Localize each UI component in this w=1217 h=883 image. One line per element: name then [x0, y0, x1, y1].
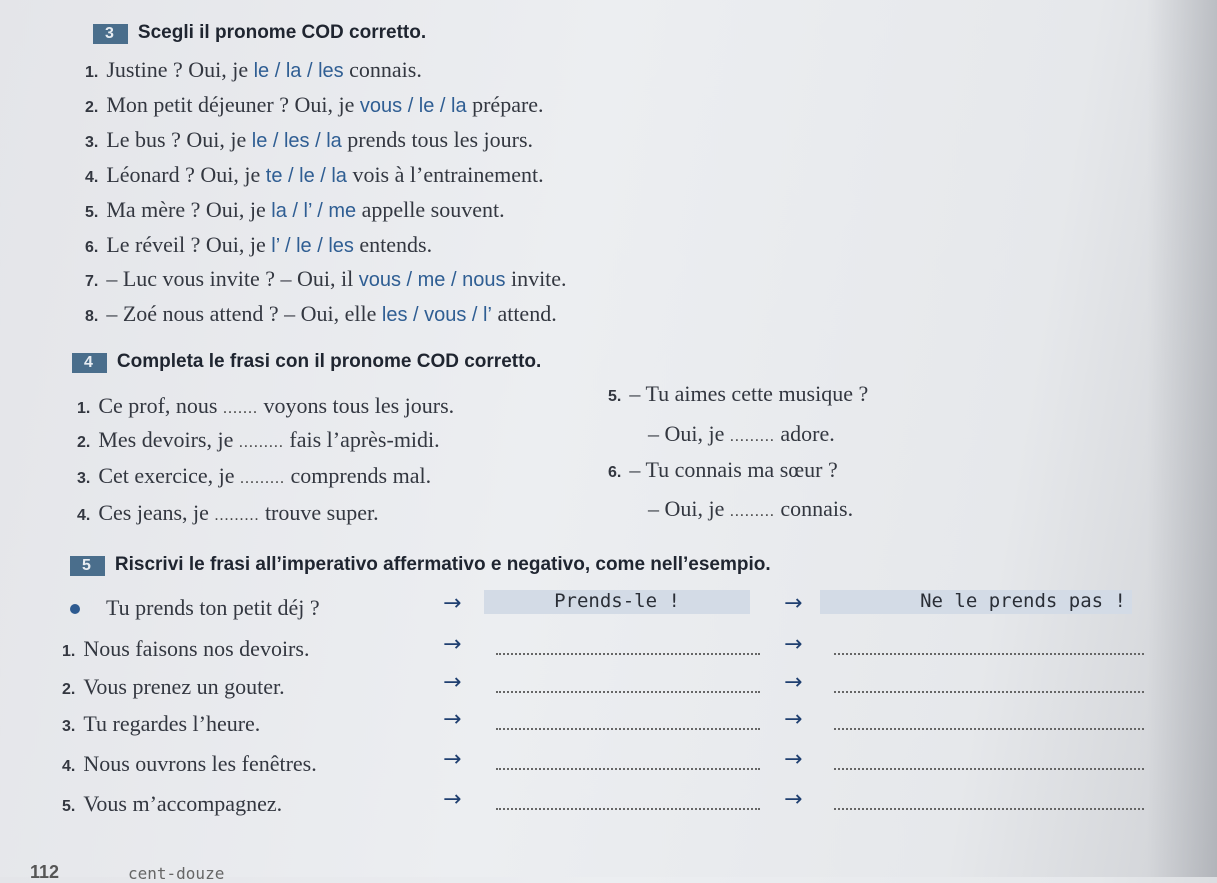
- exercise-3-instruction: Scegli il pronome COD corretto.: [137, 22, 427, 43]
- item-text-before: Léonard ? Oui, je: [106, 162, 266, 187]
- exercise-4-header: [72, 351, 541, 373]
- pronoun-options: l’ / le / les: [271, 235, 354, 257]
- exercise-4-item: [648, 421, 835, 447]
- item-number: 2.: [77, 434, 91, 451]
- pronoun-options: les / vous / l’: [381, 304, 492, 326]
- item-text-after: invite.: [505, 266, 567, 291]
- item-text-after: attend.: [491, 301, 557, 326]
- exercise-3-item: [85, 301, 557, 327]
- arrow-icon: →: [443, 591, 462, 616]
- item-number: 2.: [85, 99, 99, 116]
- item-text-before: Le bus ? Oui, je: [106, 127, 252, 152]
- exercise-3-item: [85, 127, 533, 153]
- pronoun-options: vous / le / la: [359, 95, 467, 117]
- negative-answer-line: [834, 768, 1144, 770]
- item-text-after: connais.: [343, 57, 422, 82]
- item-text-before: Le réveil ? Oui, je: [106, 232, 272, 257]
- item-sentence: Nous ouvrons les fenêtres.: [83, 751, 317, 776]
- item-text-after: fais l’après-midi.: [283, 427, 440, 452]
- item-text-before: Justine ? Oui, je: [106, 57, 254, 82]
- exercise-3-item: [85, 232, 432, 258]
- arrow-icon: →: [784, 747, 803, 772]
- exercise-4-badge: 4: [72, 353, 107, 373]
- item-text-after: entends.: [353, 232, 433, 257]
- pronoun-options: vous / me / nous: [358, 269, 506, 291]
- item-number: 1.: [62, 643, 76, 660]
- item-text-before: Mon petit déjeuner ? Oui, je: [106, 92, 360, 117]
- exercise-5-item: [62, 711, 260, 737]
- item-text-after: comprends mal.: [285, 463, 432, 488]
- item-number: 5.: [62, 798, 76, 815]
- dialogue-question: – Tu aimes cette musique ?: [629, 381, 869, 406]
- item-number: 4.: [77, 507, 91, 524]
- arrow-icon: →: [443, 707, 462, 732]
- arrow-icon: →: [443, 747, 462, 772]
- exercise-5-item: [62, 791, 282, 817]
- item-text-after: trouve super.: [259, 500, 379, 525]
- answer-blank: .........: [214, 507, 260, 524]
- item-text-after: prends tous les jours.: [341, 127, 534, 152]
- item-number: 6.: [608, 464, 622, 481]
- exercise-3-item: [85, 92, 544, 118]
- arrow-icon: →: [784, 707, 803, 732]
- example-bullet: [70, 604, 80, 614]
- arrow-icon: →: [784, 670, 803, 695]
- item-sentence: Tu regardes l’heure.: [83, 711, 261, 736]
- exercise-3-item: [85, 162, 544, 188]
- answer-blank: .........: [238, 434, 284, 451]
- affirmative-answer-line: [496, 653, 760, 655]
- item-text-after: adore.: [774, 421, 835, 446]
- answer-blank: .........: [729, 503, 775, 520]
- item-text-before: Ces jeans, je: [98, 500, 215, 525]
- arrow-icon: →: [443, 632, 462, 657]
- item-number: 4.: [85, 169, 99, 186]
- dialogue-question: – Tu connais ma sœur ?: [629, 457, 838, 482]
- page-number: 112: [30, 862, 60, 882]
- item-text-before: – Oui, je: [648, 421, 730, 446]
- pronoun-options: la / l’ / me: [271, 200, 357, 222]
- item-number: 2.: [62, 681, 76, 698]
- exercise-5-header: [70, 554, 771, 576]
- arrow-icon: →: [443, 670, 462, 695]
- item-text-before: Ma mère ? Oui, je: [106, 197, 272, 222]
- negative-answer-line: [834, 691, 1144, 693]
- exercise-4-item: [77, 427, 440, 453]
- exercise-4-item: [608, 457, 838, 483]
- item-number: 4.: [62, 758, 76, 775]
- exercise-4-item: [648, 496, 853, 522]
- answer-blank: .......: [223, 400, 258, 417]
- item-sentence: Vous m’accompagnez.: [83, 791, 283, 816]
- exercise-4-item: [77, 463, 431, 489]
- item-text-after: prépare.: [466, 92, 544, 117]
- example-sentence: Tu prends ton petit déj ?: [106, 595, 320, 620]
- item-number: 8.: [85, 308, 99, 325]
- pronoun-options: le / la / les: [253, 60, 344, 82]
- item-sentence: Vous prenez un gouter.: [83, 674, 285, 699]
- item-text-before: Ce prof, nous: [98, 393, 223, 418]
- item-text-before: – Oui, je: [648, 496, 730, 521]
- item-text-after: connais.: [774, 496, 854, 521]
- arrow-icon: →: [784, 632, 803, 657]
- exercise-5-item: [62, 636, 309, 662]
- arrow-icon: →: [784, 591, 803, 616]
- exercise-5-item: [62, 751, 317, 777]
- exercise-3-item: [85, 197, 505, 223]
- item-number: 1.: [85, 64, 99, 81]
- item-number: 7.: [85, 273, 99, 290]
- item-number: 3.: [62, 718, 76, 735]
- example-negative: Ne le prends pas !: [820, 590, 1132, 614]
- pronoun-options: te / le / la: [265, 165, 347, 187]
- item-text-after: voyons tous les jours.: [258, 393, 455, 418]
- exercise-5-instruction: Riscrivi le frasi all’imperativo affermativo e negativo, come nell’esempio.: [114, 554, 771, 575]
- item-number: 1.: [77, 400, 91, 417]
- item-text-after: vois à l’entrainement.: [346, 162, 544, 187]
- page-edge-shadow: [1147, 0, 1217, 877]
- item-text-after: appelle souvent.: [356, 197, 505, 222]
- answer-blank: .........: [240, 470, 286, 487]
- page-number-words: cent-douze: [128, 864, 225, 883]
- exercise-3-badge: 3: [93, 24, 128, 44]
- exercise-3-item: [85, 266, 567, 292]
- item-number: 3.: [77, 470, 91, 487]
- affirmative-answer-line: [496, 691, 760, 693]
- answer-blank: .........: [729, 428, 775, 445]
- item-number: 5.: [85, 204, 99, 221]
- exercise-4-instruction: Completa le frasi con il pronome COD corretto.: [116, 351, 542, 372]
- item-text-before: – Zoé nous attend ? – Oui, elle: [106, 301, 382, 326]
- affirmative-answer-line: [496, 768, 760, 770]
- item-number: 5.: [608, 388, 622, 405]
- negative-answer-line: [834, 653, 1144, 655]
- item-number: 6.: [85, 239, 99, 256]
- exercise-5-item: [62, 674, 285, 700]
- item-number: 3.: [85, 134, 99, 151]
- item-sentence: Nous faisons nos devoirs.: [83, 636, 310, 661]
- pronoun-options: le / les / la: [251, 130, 342, 152]
- affirmative-answer-line: [496, 728, 760, 730]
- arrow-icon: →: [443, 787, 462, 812]
- exercise-3-header: [93, 22, 426, 44]
- item-text-before: – Luc vous invite ? – Oui, il: [106, 266, 359, 291]
- exercise-4-item: [77, 393, 454, 419]
- negative-answer-line: [834, 728, 1144, 730]
- arrow-icon: →: [784, 787, 803, 812]
- exercise-3-item: [85, 57, 422, 83]
- exercise-4-item: [608, 381, 868, 407]
- affirmative-answer-line: [496, 808, 760, 810]
- exercise-4-item: [77, 500, 379, 526]
- example-affirmative: Prends-le !: [484, 590, 750, 614]
- item-text-before: Cet exercice, je: [98, 463, 241, 488]
- negative-answer-line: [834, 808, 1144, 810]
- exercise-5-badge: 5: [70, 556, 105, 576]
- item-text-before: Mes devoirs, je: [98, 427, 239, 452]
